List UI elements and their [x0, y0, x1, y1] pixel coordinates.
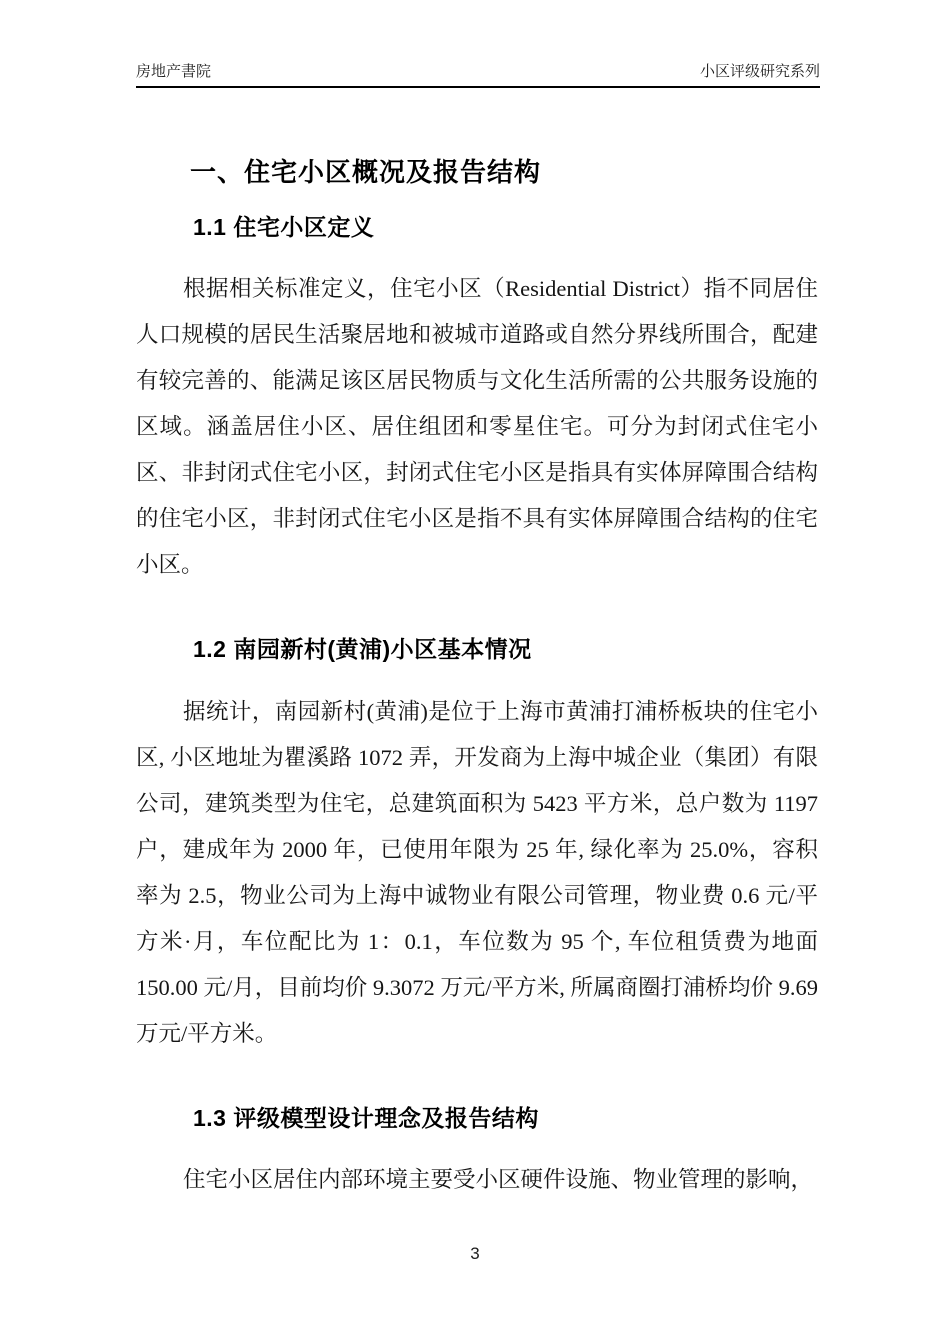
section-heading: 1.2 南园新村(黄浦)小区基本情况	[193, 636, 532, 663]
page-number: 3	[470, 1244, 480, 1263]
header-right-text: 小区评级研究系列	[699, 63, 820, 80]
chapter-title: 一、住宅小区概况及报告结构	[190, 157, 542, 187]
section-heading: 1.1 住宅小区定义	[193, 213, 375, 240]
section-1-1	[136, 214, 818, 588]
header-left-text: 房地产書院	[136, 63, 212, 80]
section-paragraph: 根据相关标准定义，住宅小区（Residential District）指不同居住人口规模的居民生活聚居地和被城市道路或自然分界线所围合，配建有较完善的、能满足该区居民物质与文化生活所需的公共服务设施的区域。涵盖居住小区、居住组团和零星住宅。可分为封闭式住宅小区、非封闭式住宅小区，封闭式住宅小区是指具有实体屏障围合结构的住宅小区，非封闭式住宅小区是指不具有实体屏障围合结构的住宅小区。	[136, 276, 818, 578]
section-1-2	[136, 636, 818, 1056]
section-paragraph: 住宅小区居住内部环境主要受小区硬件设施、物业管理的影响，	[183, 1167, 814, 1193]
page-footer	[0, 1244, 950, 1264]
section-heading: 1.3 评级模型设计理念及报告结构	[193, 1104, 539, 1131]
page-header	[136, 62, 820, 88]
section-1-3	[136, 1105, 818, 1203]
section-paragraph: 据统计，南园新村(黄浦)是位于上海市黄浦打浦桥板块的住宅小区, 小区地址为瞿溪路 1072 弄，开发商为上海中城企业（集团）有限公司，建筑类型为住宅，总建筑面积为 5423 平方米，总户数为 1197 户，建成年为 2000 年，已使用年限为 25 年, 绿化率为 25.0%，容积率为 2.5，物业公司为上海中诚物业有限公司管理，物业费 0.6 元/平方米·月，车位配比为 1：0.1，车位数为 95 个, 车位租赁费为地面 150.00 元/月，目前均价 9.3072 万元/平方米, 所属商圈打浦桥均价 9.69 万元/平方米。	[136, 698, 818, 1046]
document-body	[136, 92, 818, 1203]
